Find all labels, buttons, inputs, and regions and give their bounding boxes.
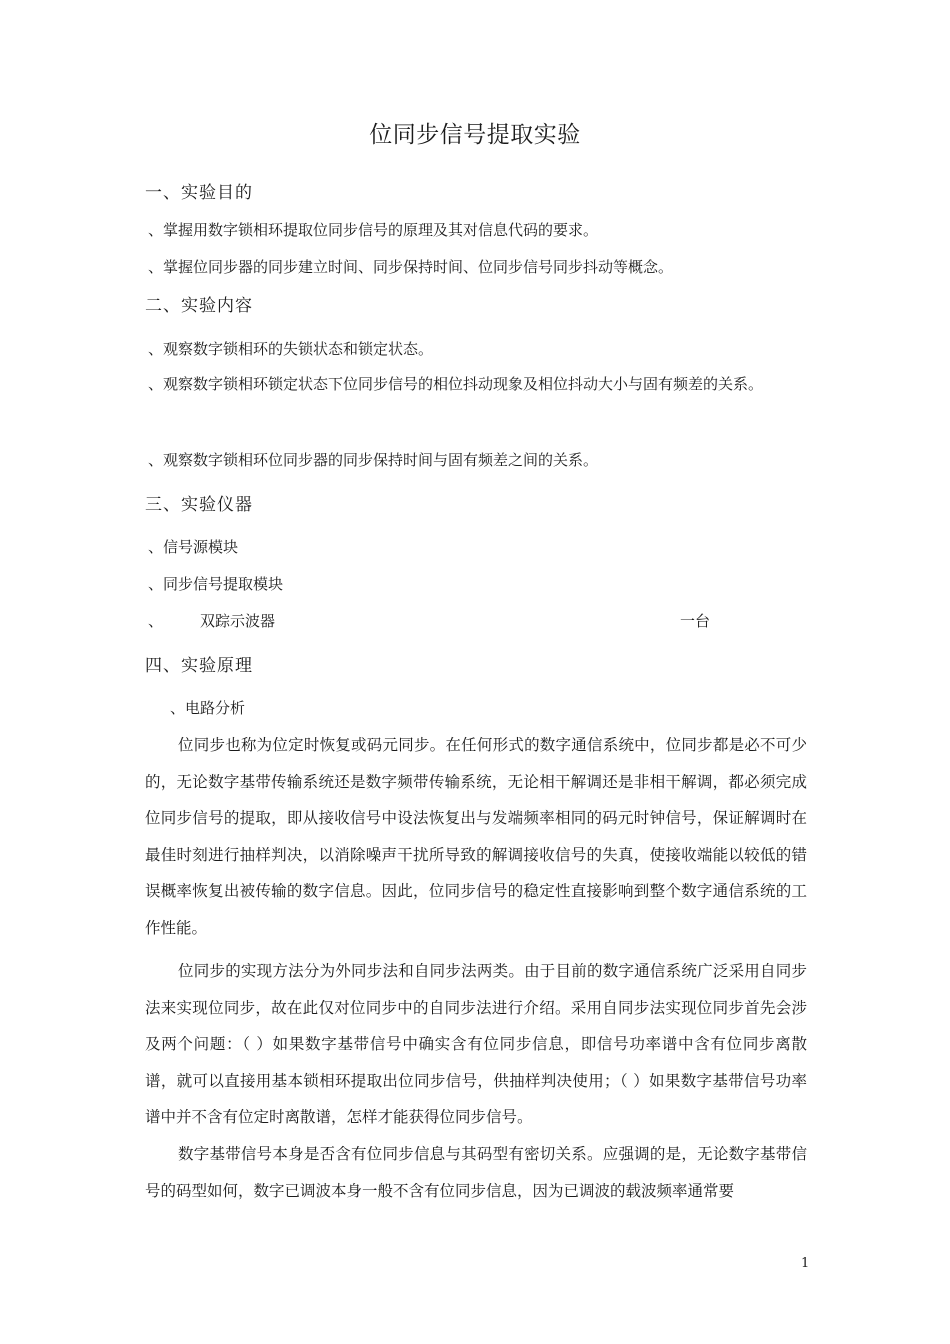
purpose-item-1: 、掌握用数字锁相环提取位同步信号的原理及其对信息代码的要求。 <box>148 221 599 239</box>
section-heading-purpose: 一、实验目的 <box>145 183 253 203</box>
subsection-heading-circuit: 、电路分析 <box>170 699 246 717</box>
page-number: 1 <box>801 1256 810 1271</box>
section-heading-principle: 四、实验原理 <box>145 656 253 676</box>
purpose-item-2: 、掌握位同步器的同步建立时间、同步保持时间、位同步信号同步抖动等概念。 <box>148 258 674 276</box>
instrument-item-3 <box>148 610 276 631</box>
content-item-2: 、观察数字锁相环锁定状态下位同步信号的相位抖动现象及相位抖动大小与固有频差的关系。 <box>148 375 764 393</box>
instrument-item-1: 、信号源模块 <box>148 538 239 556</box>
principle-paragraph-2: 位同步的实现方法分为外同步法和自同步法两类。由于目前的数字通信系统广泛采用自同步法来实现位同步，故在此仅对位同步中的自同步法进行介绍。采用自同步法实现位同步首先会涉及两个问题：（ ）如果数字基带信号中确实含有位同步信息，即信号功率谱中含有位同步离散谱，就可以直接用基本锁相环提取出位同步信号，供抽样判决使用；（ ）如果数字基带信号功率谱中并不含有位定时离散谱，怎样才能获得位同步信号。 <box>145 962 807 1126</box>
instrument-item-2: 、同步信号提取模块 <box>148 575 284 593</box>
section-heading-content: 二、实验内容 <box>145 296 253 316</box>
principle-paragraph-3: 数字基带信号本身是否含有位同步信息与其码型有密切关系。应强调的是，无论数字基带信号的码型如何，数字已调波本身一般不含有位同步信息，因为已调波的载波频率通常要 <box>145 1145 807 1200</box>
content-item-1: 、观察数字锁相环的失锁状态和锁定状态。 <box>148 340 434 358</box>
content-item-3: 、观察数字锁相环位同步器的同步保持时间与固有频差之间的关系。 <box>148 451 599 469</box>
principle-paragraph-1: 位同步也称为位定时恢复或码元同步。在任何形式的数字通信系统中，位同步都是必不可少的，无论数字基带传输系统还是数字频带传输系统，无论相干解调还是非相干解调，都必须完成位同步信号的提取，即从接收信号中设法恢复出与发端频率相同的码元时钟信号，保证解调时在最佳时刻进行抽样判决，以消除噪声干扰所导致的解调接收信号的失真，使接收端能以较低的错误概率恢复出被传输的数字信息。因此，位同步信号的稳定性直接影响到整个数字通信系统的工作性能。 <box>145 736 807 937</box>
instrument-item-3-name: 双踪示波器 <box>200 612 276 630</box>
instrument-item-3-quantity: 一台 <box>680 612 711 630</box>
section-heading-instruments: 三、实验仪器 <box>145 495 253 515</box>
instrument-item-3-marker: 、 <box>148 612 164 630</box>
document-title: 位同步信号提取实验 <box>369 122 581 148</box>
